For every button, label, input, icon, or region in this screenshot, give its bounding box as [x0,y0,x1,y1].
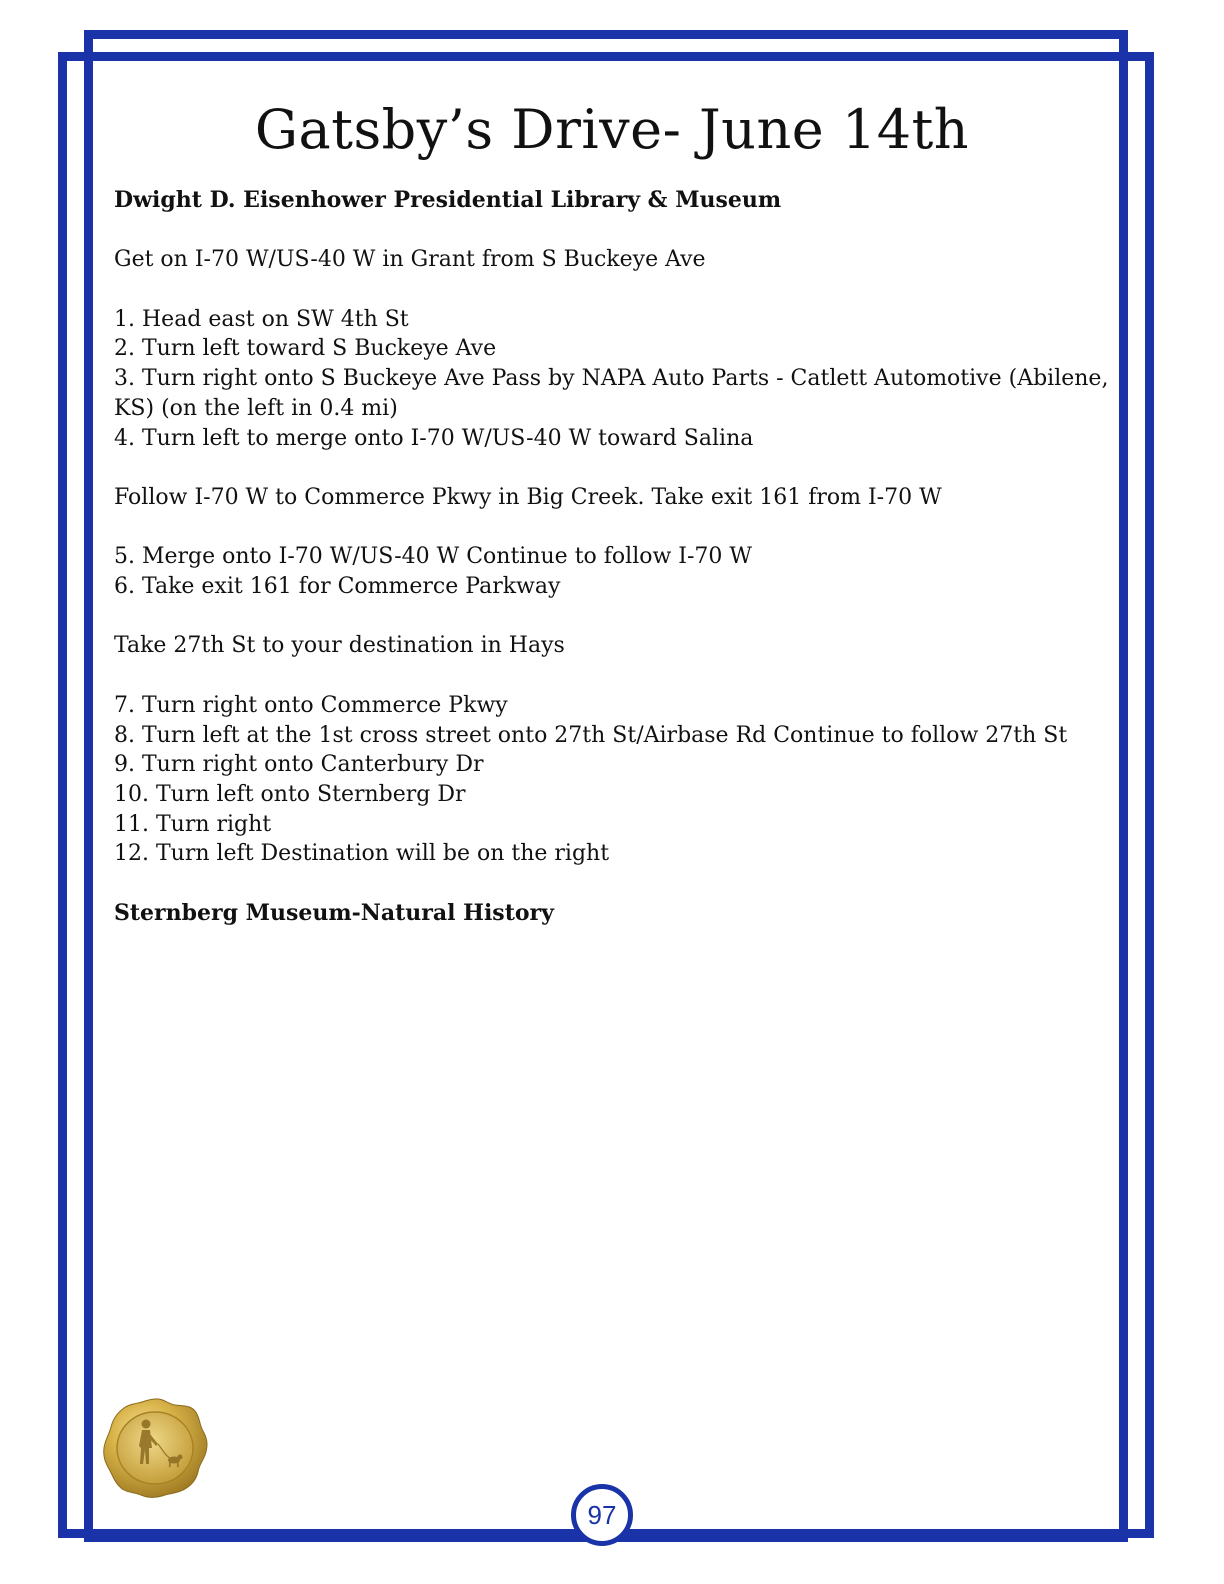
section-3-summary: Take 27th St to your destination in Hays [114,633,565,659]
section-3-steps [114,691,1114,869]
direction-step: 2. Turn left toward S Buckeye Ave [114,336,497,362]
direction-step: 9. Turn right onto Canterbury Dr [114,752,484,778]
destination-heading: Sternberg Museum-Natural History [114,899,554,926]
direction-step: 6. Take exit 161 for Commerce Parkway [114,574,561,600]
direction-step: 4. Turn left to merge onto I-70 W/US-40 W toward Salina [114,425,754,451]
direction-step: 7. Turn right onto Commerce Pkwy [114,692,508,718]
section-2-steps [114,542,1114,601]
direction-step: 5. Merge onto I-70 W/US-40 W Continue to follow I-70 W [114,544,753,570]
page-title: Gatsby’s Drive- June 14th [254,98,970,161]
page-number-badge [571,1484,633,1546]
section-1-steps [114,305,1114,454]
gold-seal-icon [100,1396,210,1500]
direction-step: 10. Turn left onto Sternberg Dr [114,781,466,807]
direction-step: 11. Turn right [114,811,272,837]
direction-step: 12. Turn left Destination will be on the right [114,841,610,867]
section-2-summary: Follow I-70 W to Commerce Pkwy in Big Creek. Take exit 161 from I-70 W [114,484,942,510]
start-location-heading: Dwight D. Eisenhower Presidential Library & Museum [114,187,782,213]
section-1-summary: Get on I-70 W/US-40 W in Grant from S Buckeye Ave [114,247,706,273]
directions-content [114,186,1114,928]
direction-step: 3. Turn right onto S Buckeye Ave Pass by NAPA Auto Parts - Catlett Automotive (Abilene, KS) (on the left in 0.4 mi) [114,366,1109,421]
page-number: 97 [587,1499,617,1530]
direction-step: 1. Head east on SW 4th St [114,306,409,332]
direction-step: 8. Turn left at the 1st cross street onto 27th St/Airbase Rd Continue to follow 27th St [114,722,1068,748]
